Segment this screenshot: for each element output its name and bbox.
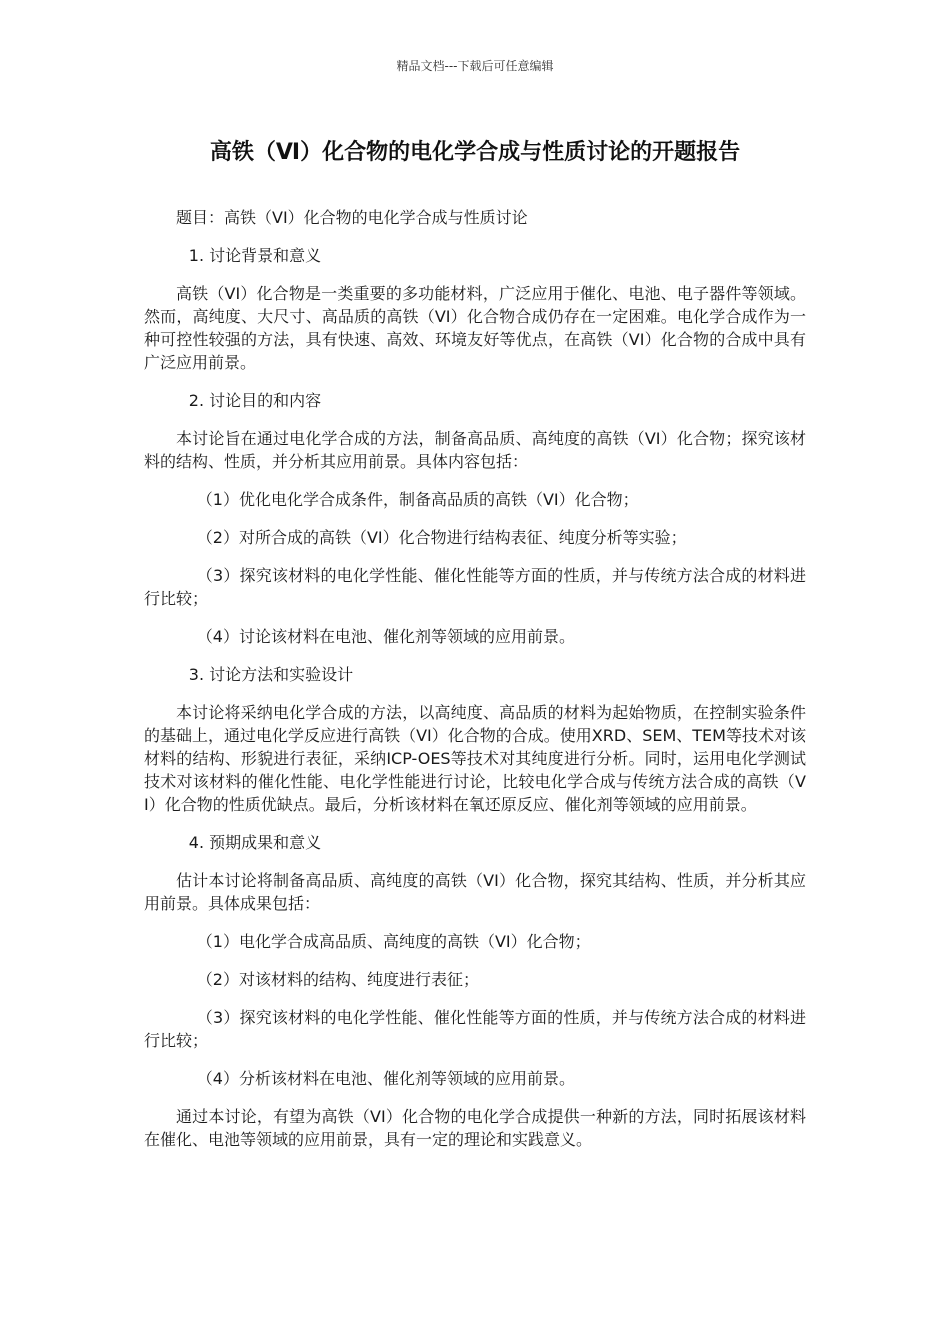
- section-2-heading: 2. 讨论目的和内容: [188, 391, 322, 410]
- section-2-item-2: （2）对所合成的高铁（VI）化合物进行结构表征、纯度分析等实验；: [196, 528, 687, 547]
- section-2-item-3: （3）探究该材料的电化学性能、催化性能等方面的性质，并与传统方法合成的材料进行比较；: [144, 566, 806, 608]
- section-4-item-4: （4）分析该材料在电池、催化剂等领域的应用前景。: [196, 1069, 575, 1088]
- section-3-paragraph: 本讨论将采纳电化学合成的方法，以高纯度、高品质的材料为起始物质，在控制实验条件的基础上，通过电化学反应进行高铁（VI）化合物的合成。使用XRD、SEM、TEM等技术对该材料的结构、形貌进行表征，采纳ICP-OES等技术对其纯度进行分析。同时，运用电化学测试技术对该材料的催化性能、电化学性能进行讨论，比较电化学合成与传统方法合成的高铁（VI）化合物的性质优缺点。最后，分析该材料在氧还原反应、催化剂等领域的应用前景。: [144, 703, 806, 814]
- document-body: [144, 206, 806, 1166]
- section-4-item-3: （3）探究该材料的电化学性能、催化性能等方面的性质，并与传统方法合成的材料进行比较；: [144, 1008, 806, 1050]
- section-4-heading: 4. 预期成果和意义: [188, 833, 322, 852]
- section-1-heading: 1. 讨论背景和意义: [188, 246, 322, 265]
- section-4-item-2: （2）对该材料的结构、纯度进行表征；: [196, 970, 479, 989]
- section-1-paragraph: 高铁（VI）化合物是一类重要的多功能材料，广泛应用于催化、电池、电子器件等领域。然而，高纯度、大尺寸、高品质的高铁（VI）化合物合成仍存在一定困难。电化学合成作为一种可控性较强的方法，具有快速、高效、环境友好等优点，在高铁（VI）化合物的合成中具有广泛应用前景。: [144, 284, 806, 372]
- conclusion-paragraph: 通过本讨论，有望为高铁（VI）化合物的电化学合成提供一种新的方法，同时拓展该材料在催化、电池等领域的应用前景，具有一定的理论和实践意义。: [144, 1107, 806, 1149]
- section-4-item-1: （1）电化学合成高品质、高纯度的高铁（VI）化合物；: [196, 932, 591, 951]
- section-4-paragraph: 估计本讨论将制备高品质、高纯度的高铁（VI）化合物，探究其结构、性质，并分析其应用前景。具体成果包括：: [144, 871, 806, 913]
- section-2-item-4: （4）讨论该材料在电池、催化剂等领域的应用前景。: [196, 627, 575, 646]
- section-2-paragraph: 本讨论旨在通过电化学合成的方法，制备高品质、高纯度的高铁（VI）化合物；探究该材料的结构、性质，并分析其应用前景。具体内容包括：: [144, 429, 806, 471]
- subject-line: 题目：高铁（VI）化合物的电化学合成与性质讨论: [176, 208, 528, 227]
- document-title: 高铁（Ⅵ）化合物的电化学合成与性质讨论的开题报告: [209, 140, 741, 165]
- page-header-watermark: 精品文档---下载后可任意编辑: [396, 59, 554, 73]
- section-3-heading: 3. 讨论方法和实验设计: [188, 665, 354, 684]
- section-2-item-1: （1）优化电化学合成条件，制备高品质的高铁（VI）化合物；: [196, 490, 639, 509]
